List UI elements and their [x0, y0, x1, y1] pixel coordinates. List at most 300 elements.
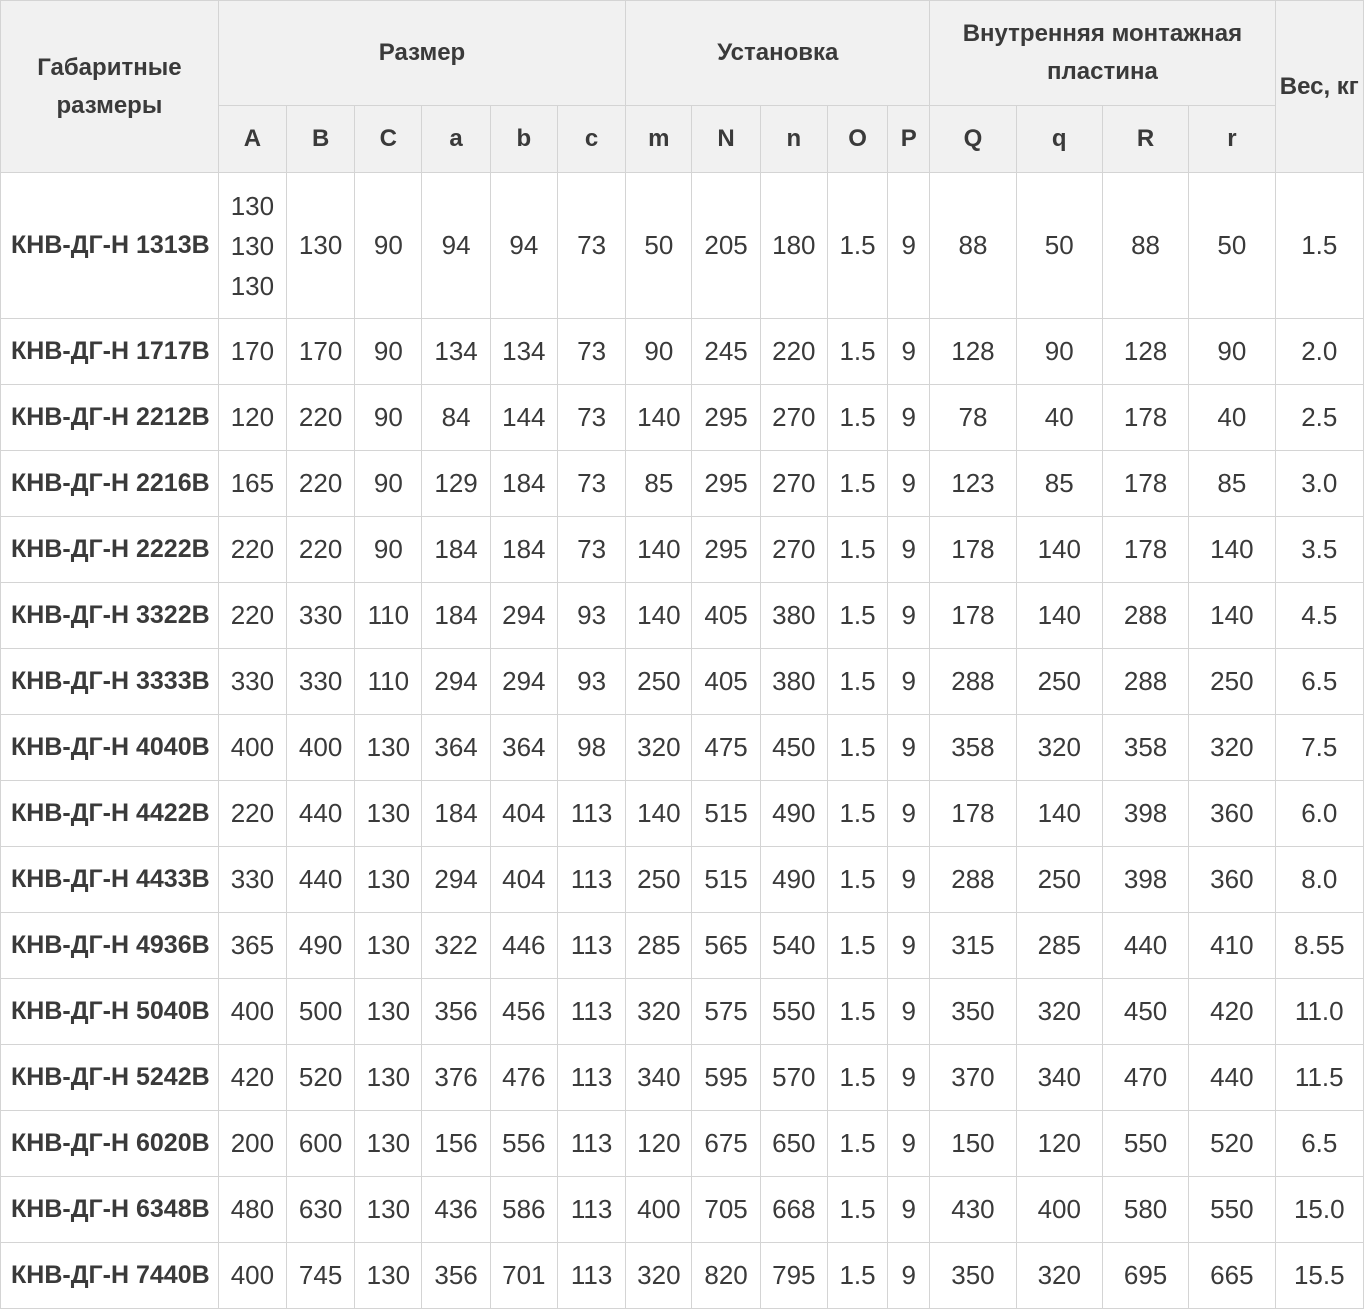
- table-row: [1, 583, 1364, 649]
- cell-A: 120: [218, 385, 286, 451]
- cell-N: 405: [692, 649, 760, 715]
- cell-m: 140: [626, 385, 692, 451]
- cell-m: 320: [626, 715, 692, 781]
- cell-q: 85: [1016, 451, 1102, 517]
- cell-a: 184: [422, 517, 490, 583]
- cell-m: 140: [626, 517, 692, 583]
- cell-m: 320: [626, 979, 692, 1045]
- cell-N: 595: [692, 1045, 760, 1111]
- cell-Q: 350: [930, 1243, 1016, 1309]
- cell-P: 9: [888, 319, 930, 385]
- cell-m: 140: [626, 781, 692, 847]
- table-row: [1, 1243, 1364, 1309]
- cell-R: 358: [1102, 715, 1188, 781]
- cell-q: 50: [1016, 173, 1102, 319]
- cell-weight: 2.0: [1275, 319, 1363, 385]
- cell-c: 98: [557, 715, 625, 781]
- table-row: [1, 1177, 1364, 1243]
- cell-A: 480: [218, 1177, 286, 1243]
- cell-O: 1.5: [827, 715, 887, 781]
- cell-a: 322: [422, 913, 490, 979]
- cell-m: 85: [626, 451, 692, 517]
- cell-weight: 15.0: [1275, 1177, 1363, 1243]
- table-row: [1, 451, 1364, 517]
- cell-P: 9: [888, 715, 930, 781]
- cell-N: 515: [692, 847, 760, 913]
- subheader-12: q: [1016, 106, 1102, 173]
- cell-O: 1.5: [827, 1111, 887, 1177]
- cell-q: 250: [1016, 847, 1102, 913]
- cell-A: 330: [218, 649, 286, 715]
- cell-C: 110: [355, 583, 422, 649]
- cell-R: 398: [1102, 781, 1188, 847]
- cell-B: 170: [287, 319, 355, 385]
- cell-A: 220: [218, 517, 286, 583]
- model-name: КНВ-ДГ-Н 3333В: [1, 649, 219, 715]
- cell-a: 364: [422, 715, 490, 781]
- cell-R: 178: [1102, 451, 1188, 517]
- header-plate: Внутренняя монтажная пластина: [930, 1, 1275, 106]
- cell-n: 668: [760, 1177, 827, 1243]
- cell-P: 9: [888, 451, 930, 517]
- subheader-2: C: [355, 106, 422, 173]
- cell-c: 113: [557, 1045, 625, 1111]
- cell-b: 404: [490, 781, 557, 847]
- cell-n: 490: [760, 781, 827, 847]
- cell-a: 294: [422, 847, 490, 913]
- cell-B: 400: [287, 715, 355, 781]
- cell-P: 9: [888, 1111, 930, 1177]
- cell-P: 9: [888, 517, 930, 583]
- cell-q: 285: [1016, 913, 1102, 979]
- table-row: [1, 649, 1364, 715]
- cell-Q: 178: [930, 517, 1016, 583]
- cell-b: 144: [490, 385, 557, 451]
- cell-c: 113: [557, 781, 625, 847]
- cell-C: 130: [355, 1045, 422, 1111]
- cell-b: 404: [490, 847, 557, 913]
- cell-B: 440: [287, 781, 355, 847]
- cell-r: 360: [1189, 847, 1275, 913]
- cell-q: 320: [1016, 715, 1102, 781]
- cell-c: 113: [557, 1111, 625, 1177]
- cell-O: 1.5: [827, 583, 887, 649]
- cell-weight: 3.5: [1275, 517, 1363, 583]
- cell-N: 295: [692, 517, 760, 583]
- cell-value: 130: [230, 270, 275, 301]
- table-header: [1, 1, 1364, 173]
- cell-N: 575: [692, 979, 760, 1045]
- cell-B: 745: [287, 1243, 355, 1309]
- cell-q: 140: [1016, 781, 1102, 847]
- cell-B: 440: [287, 847, 355, 913]
- cell-R: 288: [1102, 583, 1188, 649]
- cell-c: 113: [557, 847, 625, 913]
- cell-r: 410: [1189, 913, 1275, 979]
- cell-weight: 11.0: [1275, 979, 1363, 1045]
- cell-a: 156: [422, 1111, 490, 1177]
- cell-Q: 150: [930, 1111, 1016, 1177]
- cell-B: 500: [287, 979, 355, 1045]
- table-body: [1, 173, 1364, 1309]
- cell-a: 436: [422, 1177, 490, 1243]
- cell-a: 376: [422, 1045, 490, 1111]
- subheader-4: b: [490, 106, 557, 173]
- cell-N: 675: [692, 1111, 760, 1177]
- cell-a: 134: [422, 319, 490, 385]
- cell-B: 130: [287, 173, 355, 319]
- cell-N: 515: [692, 781, 760, 847]
- cell-P: 9: [888, 1177, 930, 1243]
- cell-O: 1.5: [827, 847, 887, 913]
- cell-C: 130: [355, 847, 422, 913]
- cell-q: 320: [1016, 1243, 1102, 1309]
- cell-weight: 8.55: [1275, 913, 1363, 979]
- cell-weight: 7.5: [1275, 715, 1363, 781]
- cell-weight: 6.5: [1275, 1111, 1363, 1177]
- model-name: КНВ-ДГ-Н 4040В: [1, 715, 219, 781]
- cell-n: 270: [760, 517, 827, 583]
- table-row: [1, 1111, 1364, 1177]
- table-row: [1, 517, 1364, 583]
- cell-q: 40: [1016, 385, 1102, 451]
- subheader-0: A: [218, 106, 286, 173]
- cell-P: 9: [888, 173, 930, 319]
- subheader-6: m: [626, 106, 692, 173]
- cell-O: 1.5: [827, 1177, 887, 1243]
- cell-Q: 123: [930, 451, 1016, 517]
- cell-O: 1.5: [827, 1045, 887, 1111]
- model-name: КНВ-ДГ-Н 5040В: [1, 979, 219, 1045]
- cell-C: 90: [355, 319, 422, 385]
- cell-m: 250: [626, 649, 692, 715]
- cell-N: 245: [692, 319, 760, 385]
- cell-R: 178: [1102, 517, 1188, 583]
- cell-C: 130: [355, 913, 422, 979]
- header-install: Установка: [626, 1, 930, 106]
- cell-B: 520: [287, 1045, 355, 1111]
- cell-P: 9: [888, 979, 930, 1045]
- cell-N: 295: [692, 451, 760, 517]
- cell-r: 665: [1189, 1243, 1275, 1309]
- cell-n: 540: [760, 913, 827, 979]
- cell-Q: 88: [930, 173, 1016, 319]
- cell-C: 90: [355, 173, 422, 319]
- cell-Q: 358: [930, 715, 1016, 781]
- cell-A: 220: [218, 583, 286, 649]
- cell-m: 400: [626, 1177, 692, 1243]
- cell-b: 446: [490, 913, 557, 979]
- cell-A: 170: [218, 319, 286, 385]
- cell-Q: 288: [930, 847, 1016, 913]
- cell-b: 456: [490, 979, 557, 1045]
- header-weight: Вес, кг: [1275, 1, 1363, 173]
- cell-r: 90: [1189, 319, 1275, 385]
- subheader-1: B: [287, 106, 355, 173]
- cell-q: 340: [1016, 1045, 1102, 1111]
- cell-weight: 15.5: [1275, 1243, 1363, 1309]
- cell-O: 1.5: [827, 979, 887, 1045]
- model-name: КНВ-ДГ-Н 6020В: [1, 1111, 219, 1177]
- cell-B: 220: [287, 451, 355, 517]
- model-name: КНВ-ДГ-Н 4936В: [1, 913, 219, 979]
- cell-m: 320: [626, 1243, 692, 1309]
- cell-b: 701: [490, 1243, 557, 1309]
- cell-P: 9: [888, 1045, 930, 1111]
- cell-n: 380: [760, 649, 827, 715]
- cell-N: 405: [692, 583, 760, 649]
- cell-B: 330: [287, 649, 355, 715]
- model-name: КНВ-ДГ-Н 2212В: [1, 385, 219, 451]
- cell-weight: 2.5: [1275, 385, 1363, 451]
- cell-R: 450: [1102, 979, 1188, 1045]
- cell-q: 400: [1016, 1177, 1102, 1243]
- cell-weight: 1.5: [1275, 173, 1363, 319]
- subheader-9: O: [827, 106, 887, 173]
- cell-q: 90: [1016, 319, 1102, 385]
- model-name: КНВ-ДГ-Н 5242В: [1, 1045, 219, 1111]
- cell-R: 288: [1102, 649, 1188, 715]
- cell-O: 1.5: [827, 451, 887, 517]
- header-dims: Габаритные размеры: [1, 1, 219, 173]
- cell-A: 400: [218, 1243, 286, 1309]
- cell-C: 130: [355, 1177, 422, 1243]
- cell-r: 250: [1189, 649, 1275, 715]
- cell-r: 40: [1189, 385, 1275, 451]
- cell-c: 113: [557, 979, 625, 1045]
- cell-n: 570: [760, 1045, 827, 1111]
- cell-Q: 178: [930, 781, 1016, 847]
- cell-O: 1.5: [827, 1243, 887, 1309]
- cell-c: 113: [557, 913, 625, 979]
- cell-N: 565: [692, 913, 760, 979]
- cell-n: 220: [760, 319, 827, 385]
- cell-a: 184: [422, 583, 490, 649]
- cell-weight: 4.5: [1275, 583, 1363, 649]
- cell-m: 250: [626, 847, 692, 913]
- cell-C: 90: [355, 451, 422, 517]
- cell-b: 364: [490, 715, 557, 781]
- cell-B: 220: [287, 517, 355, 583]
- cell-N: 475: [692, 715, 760, 781]
- cell-A: 220: [218, 781, 286, 847]
- cell-a: 94: [422, 173, 490, 319]
- cell-weight: 6.0: [1275, 781, 1363, 847]
- table-row: [1, 385, 1364, 451]
- cell-r: 360: [1189, 781, 1275, 847]
- subheader-8: n: [760, 106, 827, 173]
- cell-n: 490: [760, 847, 827, 913]
- cell-Q: 288: [930, 649, 1016, 715]
- cell-P: 9: [888, 583, 930, 649]
- cell-c: 73: [557, 173, 625, 319]
- cell-C: 130: [355, 1111, 422, 1177]
- cell-R: 550: [1102, 1111, 1188, 1177]
- subheader-7: N: [692, 106, 760, 173]
- cell-R: 470: [1102, 1045, 1188, 1111]
- header-size: Размер: [218, 1, 625, 106]
- table-row: [1, 715, 1364, 781]
- cell-Q: 350: [930, 979, 1016, 1045]
- cell-r: 420: [1189, 979, 1275, 1045]
- cell-r: 520: [1189, 1111, 1275, 1177]
- cell-A: [218, 173, 286, 319]
- table-row: [1, 847, 1364, 913]
- cell-r: 140: [1189, 583, 1275, 649]
- cell-P: 9: [888, 781, 930, 847]
- cell-O: 1.5: [827, 913, 887, 979]
- cell-O: 1.5: [827, 319, 887, 385]
- cell-A: 330: [218, 847, 286, 913]
- cell-q: 120: [1016, 1111, 1102, 1177]
- cell-m: 340: [626, 1045, 692, 1111]
- cell-C: 130: [355, 715, 422, 781]
- subheader-13: R: [1102, 106, 1188, 173]
- cell-q: 320: [1016, 979, 1102, 1045]
- cell-B: 330: [287, 583, 355, 649]
- cell-c: 113: [557, 1177, 625, 1243]
- cell-B: 220: [287, 385, 355, 451]
- subheader-11: Q: [930, 106, 1016, 173]
- cell-A: 200: [218, 1111, 286, 1177]
- cell-m: 120: [626, 1111, 692, 1177]
- cell-N: 820: [692, 1243, 760, 1309]
- cell-O: 1.5: [827, 385, 887, 451]
- cell-n: 550: [760, 979, 827, 1045]
- cell-weight: 11.5: [1275, 1045, 1363, 1111]
- cell-A: 400: [218, 979, 286, 1045]
- model-name: КНВ-ДГ-Н 6348В: [1, 1177, 219, 1243]
- subheader-14: r: [1189, 106, 1275, 173]
- cell-c: 73: [557, 385, 625, 451]
- cell-b: 586: [490, 1177, 557, 1243]
- cell-q: 140: [1016, 583, 1102, 649]
- cell-m: 50: [626, 173, 692, 319]
- cell-N: 205: [692, 173, 760, 319]
- cell-Q: 315: [930, 913, 1016, 979]
- subheader-5: c: [557, 106, 625, 173]
- cell-m: 90: [626, 319, 692, 385]
- cell-n: 180: [760, 173, 827, 319]
- cell-R: 695: [1102, 1243, 1188, 1309]
- table-row: [1, 979, 1364, 1045]
- cell-P: 9: [888, 1243, 930, 1309]
- cell-Q: 78: [930, 385, 1016, 451]
- cell-weight: 3.0: [1275, 451, 1363, 517]
- subheader-3: a: [422, 106, 490, 173]
- cell-P: 9: [888, 649, 930, 715]
- cell-Q: 430: [930, 1177, 1016, 1243]
- table-row: [1, 913, 1364, 979]
- table-row: [1, 173, 1364, 319]
- cell-A: 365: [218, 913, 286, 979]
- cell-b: 184: [490, 451, 557, 517]
- cell-r: 550: [1189, 1177, 1275, 1243]
- model-name: КНВ-ДГ-Н 2222В: [1, 517, 219, 583]
- cell-r: 320: [1189, 715, 1275, 781]
- cell-Q: 178: [930, 583, 1016, 649]
- cell-R: 398: [1102, 847, 1188, 913]
- cell-B: 490: [287, 913, 355, 979]
- subheader-10: P: [888, 106, 930, 173]
- cell-c: 73: [557, 517, 625, 583]
- model-name: КНВ-ДГ-Н 4433В: [1, 847, 219, 913]
- cell-C: 130: [355, 781, 422, 847]
- model-name: КНВ-ДГ-Н 7440В: [1, 1243, 219, 1309]
- model-name: КНВ-ДГ-Н 3322В: [1, 583, 219, 649]
- cell-c: 93: [557, 649, 625, 715]
- cell-R: 440: [1102, 913, 1188, 979]
- cell-P: 9: [888, 385, 930, 451]
- cell-a: 356: [422, 1243, 490, 1309]
- cell-Q: 370: [930, 1045, 1016, 1111]
- cell-N: 295: [692, 385, 760, 451]
- cell-a: 84: [422, 385, 490, 451]
- cell-weight: 8.0: [1275, 847, 1363, 913]
- cell-P: 9: [888, 847, 930, 913]
- cell-N: 705: [692, 1177, 760, 1243]
- cell-n: 795: [760, 1243, 827, 1309]
- cell-c: 113: [557, 1243, 625, 1309]
- cell-q: 250: [1016, 649, 1102, 715]
- cell-c: 93: [557, 583, 625, 649]
- cell-B: 600: [287, 1111, 355, 1177]
- cell-b: 294: [490, 583, 557, 649]
- cell-r: 140: [1189, 517, 1275, 583]
- cell-A: 400: [218, 715, 286, 781]
- cell-n: 270: [760, 385, 827, 451]
- cell-A: 165: [218, 451, 286, 517]
- cell-b: 94: [490, 173, 557, 319]
- cell-b: 294: [490, 649, 557, 715]
- cell-Q: 128: [930, 319, 1016, 385]
- cell-O: 1.5: [827, 517, 887, 583]
- cell-r: 440: [1189, 1045, 1275, 1111]
- cell-m: 285: [626, 913, 692, 979]
- cell-R: 128: [1102, 319, 1188, 385]
- table-row: [1, 781, 1364, 847]
- table-row: [1, 1045, 1364, 1111]
- cell-O: 1.5: [827, 781, 887, 847]
- cell-r: 85: [1189, 451, 1275, 517]
- cell-n: 450: [760, 715, 827, 781]
- cell-c: 73: [557, 319, 625, 385]
- model-name: КНВ-ДГ-Н 1717В: [1, 319, 219, 385]
- cell-q: 140: [1016, 517, 1102, 583]
- cell-r: 50: [1189, 173, 1275, 319]
- cell-a: 294: [422, 649, 490, 715]
- cell-P: 9: [888, 913, 930, 979]
- cell-A: 420: [218, 1045, 286, 1111]
- cell-C: 130: [355, 1243, 422, 1309]
- cell-m: 140: [626, 583, 692, 649]
- cell-O: 1.5: [827, 173, 887, 319]
- cell-O: 1.5: [827, 649, 887, 715]
- cell-n: 380: [760, 583, 827, 649]
- model-name: КНВ-ДГ-Н 4422В: [1, 781, 219, 847]
- cell-R: 178: [1102, 385, 1188, 451]
- cell-R: 88: [1102, 173, 1188, 319]
- cell-a: 356: [422, 979, 490, 1045]
- cell-a: 129: [422, 451, 490, 517]
- model-name: КНВ-ДГ-Н 2216В: [1, 451, 219, 517]
- cell-b: 476: [490, 1045, 557, 1111]
- cell-b: 184: [490, 517, 557, 583]
- cell-n: 650: [760, 1111, 827, 1177]
- cell-a: 184: [422, 781, 490, 847]
- cell-value: 130: [230, 190, 275, 221]
- cell-value: 130: [230, 230, 275, 261]
